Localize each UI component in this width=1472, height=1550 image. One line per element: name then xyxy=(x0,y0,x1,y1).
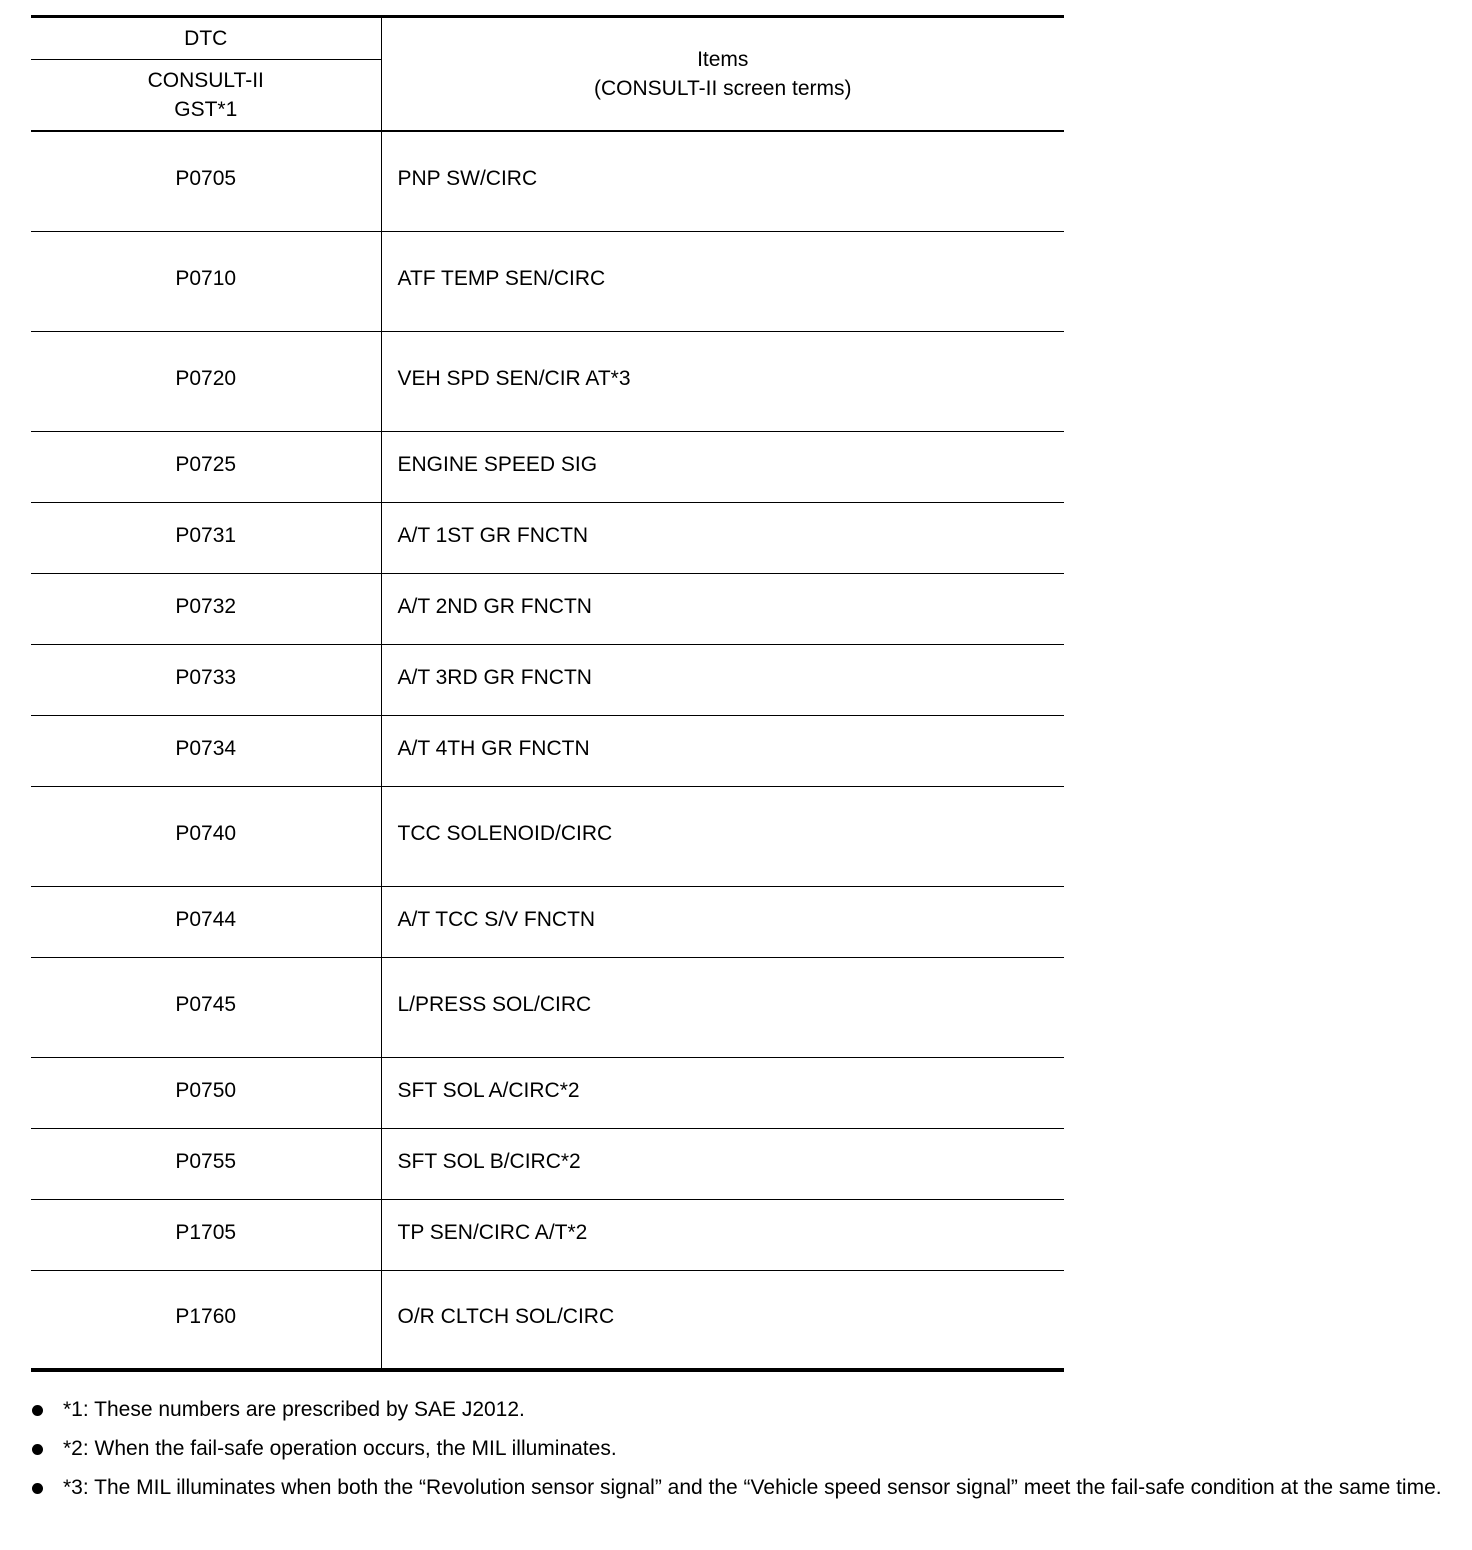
item-cell: A/T 4TH GR FNCTN xyxy=(381,715,1064,786)
item-cell: SFT SOL A/CIRC*2 xyxy=(381,1057,1064,1128)
item-cell: A/T 2ND GR FNCTN xyxy=(381,573,1064,644)
bullet-icon xyxy=(32,1444,43,1455)
table-header-row xyxy=(31,17,1064,60)
item-cell: A/T TCC S/V FNCTN xyxy=(381,886,1064,957)
item-cell: ATF TEMP SEN/CIRC xyxy=(381,231,1064,331)
table-row xyxy=(31,131,1064,231)
table-row xyxy=(31,231,1064,331)
table-row xyxy=(31,1057,1064,1128)
dtc-code-cell: P0705 xyxy=(31,131,381,231)
item-cell: A/T 1ST GR FNCTN xyxy=(381,502,1064,573)
item-cell: TP SEN/CIRC A/T*2 xyxy=(381,1199,1064,1270)
footnote-item xyxy=(31,1473,1451,1503)
footnote-text: *1: These numbers are prescribed by SAE J2012. xyxy=(63,1398,525,1421)
header-items-subtitle: (CONSULT-II screen terms) xyxy=(594,77,852,100)
bullet-icon xyxy=(32,1483,43,1494)
table-row xyxy=(31,957,1064,1057)
table-row xyxy=(31,331,1064,431)
header-items xyxy=(381,17,1064,132)
item-cell: TCC SOLENOID/CIRC xyxy=(381,786,1064,886)
footnotes-list xyxy=(31,1395,1451,1512)
dtc-code-cell: P0731 xyxy=(31,502,381,573)
table-row xyxy=(31,431,1064,502)
dtc-code-cell: P0710 xyxy=(31,231,381,331)
bullet-icon xyxy=(32,1405,43,1416)
dtc-code-cell: P1705 xyxy=(31,1199,381,1270)
dtc-code-cell: P0755 xyxy=(31,1128,381,1199)
header-items-title: Items xyxy=(697,48,749,71)
table-row xyxy=(31,573,1064,644)
item-cell: SFT SOL B/CIRC*2 xyxy=(381,1128,1064,1199)
dtc-code-cell: P0725 xyxy=(31,431,381,502)
item-cell: L/PRESS SOL/CIRC xyxy=(381,957,1064,1057)
table-row xyxy=(31,786,1064,886)
dtc-code-cell: P0750 xyxy=(31,1057,381,1128)
dtc-table xyxy=(31,15,1064,1372)
dtc-code-cell: P0740 xyxy=(31,786,381,886)
dtc-code-cell: P0733 xyxy=(31,644,381,715)
footnote-item xyxy=(31,1434,1451,1464)
table-row xyxy=(31,1128,1064,1199)
dtc-code-cell: P0732 xyxy=(31,573,381,644)
footnote-text: *2: When the fail-safe operation occurs, the MIL illuminates. xyxy=(63,1437,617,1460)
dtc-code-cell: P0720 xyxy=(31,331,381,431)
dtc-code-cell: P0744 xyxy=(31,886,381,957)
item-cell: PNP SW/CIRC xyxy=(381,131,1064,231)
footnote-item xyxy=(31,1395,1451,1425)
table-row xyxy=(31,1270,1064,1370)
item-cell: A/T 3RD GR FNCTN xyxy=(381,644,1064,715)
dtc-code-cell: P0734 xyxy=(31,715,381,786)
dtc-code-cell: P1760 xyxy=(31,1270,381,1370)
table-row xyxy=(31,502,1064,573)
header-dtc: DTC xyxy=(31,17,381,60)
footnote-text: *3: The MIL illuminates when both the “Revolution sensor signal” and the “Vehicle speed sensor signal” meet the fail-safe condition at the same time. xyxy=(63,1476,1442,1499)
item-cell: O/R CLTCH SOL/CIRC xyxy=(381,1270,1064,1370)
header-consult xyxy=(31,60,381,132)
header-consult-line1: CONSULT-II xyxy=(147,69,264,92)
table-row xyxy=(31,715,1064,786)
dtc-code-cell: P0745 xyxy=(31,957,381,1057)
item-cell: ENGINE SPEED SIG xyxy=(381,431,1064,502)
table-row xyxy=(31,1199,1064,1270)
table-row xyxy=(31,644,1064,715)
table-row xyxy=(31,886,1064,957)
header-consult-line2: GST*1 xyxy=(174,98,238,121)
item-cell: VEH SPD SEN/CIR AT*3 xyxy=(381,331,1064,431)
